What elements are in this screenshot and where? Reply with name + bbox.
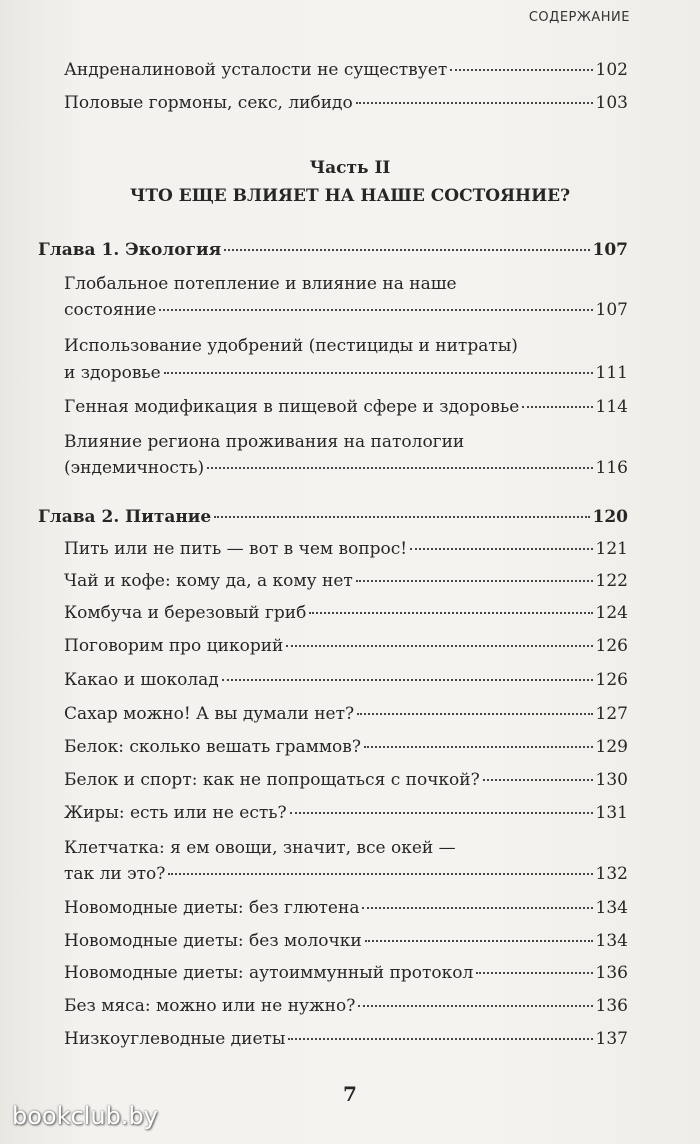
toc-entry-line: Глобальное потепление и влияние на наше [64,274,457,294]
toc-entry [64,601,628,625]
leader-dots [207,467,592,469]
toc-entry [64,1027,628,1051]
toc-entry [64,929,628,953]
chapter-entry [38,238,628,262]
part-label: Часть II [309,158,391,178]
toc-entry-title: Комбуча и березовый гриб [64,603,307,623]
toc-entry-title: Половые гормоны, секс, либидо [64,93,353,113]
toc-entry-page: 107 [595,300,628,320]
toc-entry [64,361,628,385]
leader-dots [357,713,592,715]
toc-entry [64,395,628,419]
leader-dots [159,309,592,311]
leader-dots [476,972,592,974]
leader-dots [214,516,589,518]
toc-entry-title: Новомодные диеты: без молочки [64,931,362,951]
toc-entry-page: 129 [595,737,628,757]
toc-entry-page: 102 [595,60,628,80]
toc-entry [64,58,628,82]
leader-dots [222,679,593,681]
watermark: bookclub.by [12,1102,158,1130]
toc-entry [64,896,628,920]
leader-dots [358,1005,592,1007]
leader-dots [224,249,589,251]
leader-dots [288,1038,592,1040]
toc-entry-title: Пить или не пить — вот в чем вопрос! [64,539,408,559]
toc-entry-title: Новомодные диеты: аутоиммунный протокол [64,963,474,983]
toc-entry-page: 126 [595,670,628,690]
toc-entry [64,862,628,886]
toc-entry [64,735,628,759]
leader-dots [483,779,593,781]
toc-entry-title: Андреналиновой усталости не существует [64,60,448,80]
toc-entry-title: Генная модификация в пищевой сфере и здоровье [64,397,520,417]
toc-entry-page: 103 [595,93,628,113]
toc-entry [64,994,628,1018]
toc-entry-title: Сахар можно! А вы думали нет? [64,704,355,724]
toc-entry-page: 121 [595,539,628,559]
toc-entry [64,961,628,985]
toc-entry-title: Белок и спорт: как не попрощаться с почкой? [64,770,480,790]
toc-entry-page: 122 [595,571,628,591]
toc-entry-title: Низкоуглеводные диеты [64,1029,286,1049]
leader-dots [164,372,593,374]
leader-dots [364,746,593,748]
toc-entry-page: 130 [595,770,628,790]
toc-entry [64,298,628,322]
leader-dots [168,873,592,875]
toc-entry-title: Какао и шоколад [64,670,219,690]
toc-entry-page: 137 [595,1029,628,1049]
toc-entry [64,91,628,115]
toc-entry-page: 111 [595,363,628,383]
toc-entry-page: 131 [595,803,628,823]
chapter-title: Глава 2. Питание [38,507,212,527]
toc-entry [64,668,628,692]
toc-entry-page: 136 [595,996,628,1016]
leader-dots [365,940,593,942]
leader-dots [450,69,592,71]
part-title: ЧТО ЕЩЕ ВЛИЯЕТ НА НАШЕ СОСТОЯНИЕ? [129,186,571,206]
running-head: СОДЕРЖАНИЕ [528,10,630,25]
toc-entry-page: 132 [595,864,628,884]
leader-dots [362,907,592,909]
toc-entry-title: и здоровье [64,363,161,383]
toc-entry-page: 116 [595,458,628,478]
toc-entry-page: 114 [595,397,628,417]
toc-entry [64,702,628,726]
chapter-page: 107 [592,240,628,260]
leader-dots [356,580,593,582]
leader-dots [309,612,592,614]
chapter-entry [38,505,628,529]
toc-entry [64,768,628,792]
toc-entry-title: Белок: сколько вешать граммов? [64,737,361,757]
toc-entry-page: 126 [595,636,628,656]
toc-entry-line: Влияние региона проживания на патологии [64,432,465,452]
toc-entry-title: Без мяса: можно или не нужно? [64,996,356,1016]
toc-entry-title: (эндемичность) [64,458,205,478]
toc-entry [64,801,628,825]
toc-entry-page: 127 [595,704,628,724]
chapter-page: 120 [592,507,628,527]
leader-dots [410,548,592,550]
chapter-title: Глава 1. Экология [38,240,222,260]
toc-entry-title: так ли это? [64,864,166,884]
toc-entry-page: 134 [595,931,628,951]
toc-entry-title: Поговорим про цикорий [64,636,284,656]
toc-entry [64,634,628,658]
leader-dots [286,645,592,647]
toc-entry-title: Новомодные диеты: без глютена [64,898,360,918]
leader-dots [522,406,592,408]
toc-entry-page: 136 [595,963,628,983]
toc-entry-title: Жиры: есть или не есть? [64,803,287,823]
toc-entry-title: состояние [64,300,157,320]
toc-entry-line: Использование удобрений (пестициды и нитраты) [64,336,518,356]
toc-entry-page: 124 [595,603,628,623]
toc-entry-line: Клетчатка: я ем овощи, значит, все окей — [64,838,456,858]
leader-dots [356,102,593,104]
toc-entry-page: 134 [595,898,628,918]
page-number: 7 [343,1082,357,1106]
toc-entry-title: Чай и кофе: кому да, а кому нет [64,571,353,591]
toc-entry [64,456,628,480]
toc-entry [64,569,628,593]
toc-entry [64,537,628,561]
leader-dots [290,812,593,814]
